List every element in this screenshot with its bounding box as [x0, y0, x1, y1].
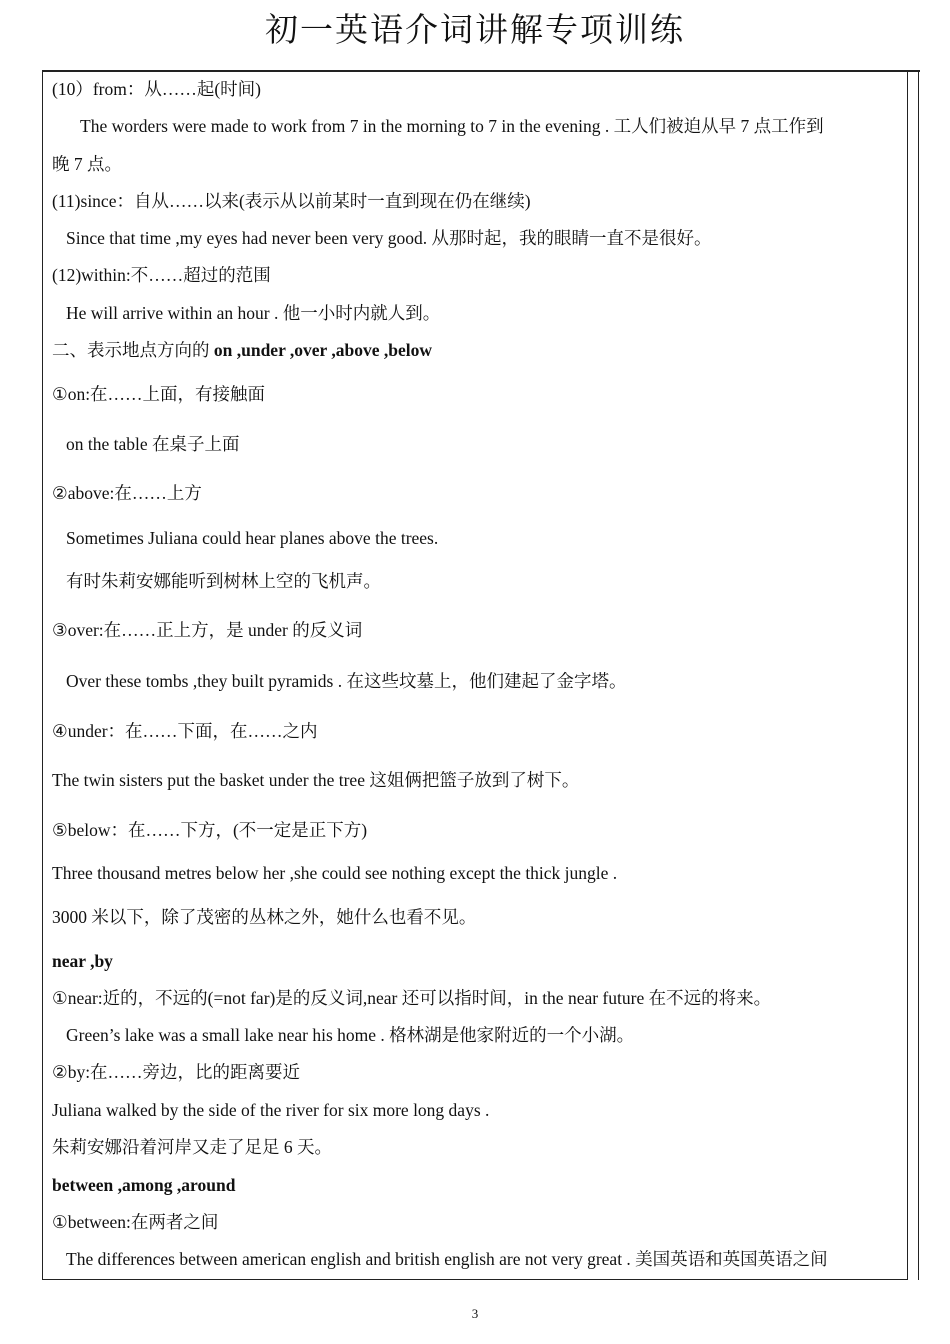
section-heading-bold: on ,under ,over ,above ,below — [213, 340, 432, 360]
section-heading-place — [52, 338, 432, 362]
text-line-since-heading: (11)since：自从……以来(表示从以前某时一直到现在仍在继续) — [52, 191, 531, 211]
text-line-under-heading: ④under：在……下面，在……之内 — [52, 721, 318, 741]
text-line-since-example: Since that time ,my eyes had never been very good. 从那时起，我的眼睛一直不是很好。 — [66, 228, 712, 248]
text-line-below-example: Three thousand metres below her ,she could see nothing except the thick jungle . — [52, 863, 618, 883]
text-line-by-heading: ②by:在……旁边，比的距离要近 — [52, 1062, 301, 1082]
text-line-on-heading: ①on:在……上面，有接触面 — [52, 384, 266, 404]
section-heading-prefix: 二、表示地点方向的 — [52, 340, 214, 360]
page-number: 3 — [471, 1306, 479, 1321]
text-line-between-example: The differences between american english and british english are not very great . 美国英语和英国英语之间 — [66, 1249, 828, 1269]
section-heading-near-by: near ,by — [52, 951, 113, 971]
text-line-over-heading: ③over:在……正上方，是 under 的反义词 — [52, 620, 363, 640]
text-line-under-example: The twin sisters put the basket under the tree 这姐俩把篮子放到了树下。 — [52, 770, 580, 790]
text-line-above-translation: 有时朱莉安娜能听到树林上空的飞机声。 — [66, 571, 381, 591]
text-line-from-heading: (10）from：从……起(时间) — [52, 79, 261, 99]
text-line-within-heading: (12)within:不……超过的范围 — [52, 265, 271, 285]
text-line-on-example: on the table 在桌子上面 — [66, 434, 240, 454]
text-line-by-translation: 朱莉安娜沿着河岸又走了足足 6 天。 — [52, 1137, 332, 1157]
text-line-over-example: Over these tombs ,they built pyramids . 在这些坟墓上，他们建起了金字塔。 — [66, 671, 627, 691]
text-line-below-heading: ⑤below：在……下方，(不一定是正下方) — [52, 820, 368, 840]
text-line-near-example: Green’s lake was a small lake near his home . 格林湖是他家附近的一个小湖。 — [66, 1025, 635, 1045]
text-line-within-example: He will arrive within an hour . 他一小时内就人到。 — [66, 303, 441, 323]
text-line-below-translation: 3000 米以下，除了茂密的丛林之外，她什么也看不见。 — [52, 907, 477, 927]
page-title: 初一英语介词讲解专项训练 — [265, 13, 685, 49]
text-line-from-example: The worders were made to work from 7 in the morning to 7 in the evening . 工人们被迫从早 7 点工作到 — [80, 116, 824, 136]
text-line-near-heading: ①near:近的，不远的(=not far)是的反义词,near 还可以指时间，in the near future 在不远的将来。 — [52, 988, 772, 1008]
section-heading-between: between ,among ,around — [52, 1175, 236, 1195]
frame-rule-right — [918, 70, 919, 1280]
text-line-above-example: Sometimes Juliana could hear planes above the trees. — [66, 528, 439, 548]
text-line-above-heading: ②above:在……上方 — [52, 483, 202, 503]
text-line-between-heading: ①between:在两者之间 — [52, 1212, 219, 1232]
text-line-from-example-cont: 晚 7 点。 — [52, 154, 122, 174]
text-line-by-example: Juliana walked by the side of the river for six more long days . — [52, 1100, 490, 1120]
